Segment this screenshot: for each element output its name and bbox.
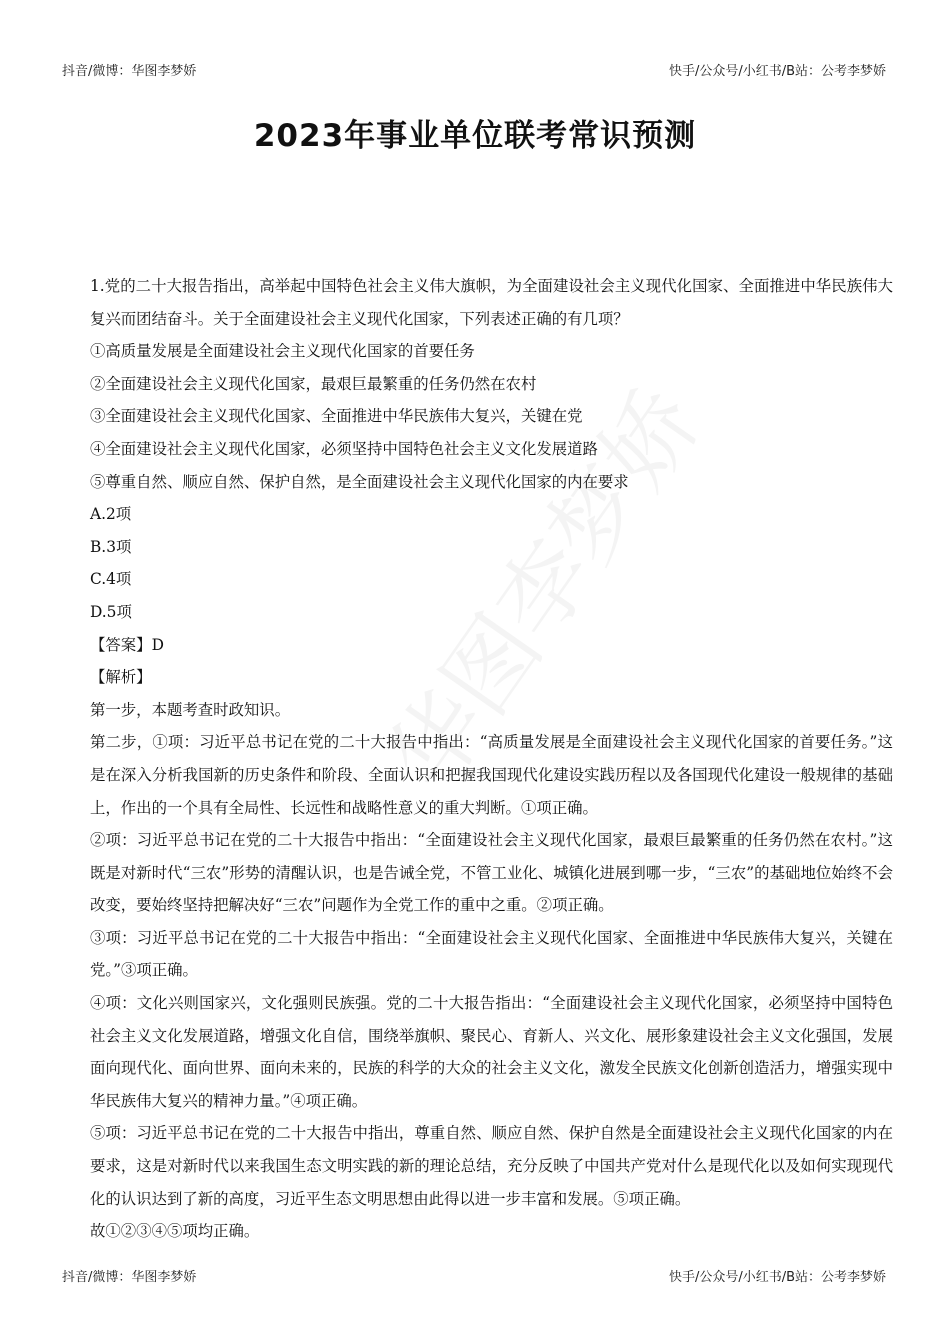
analysis-item-1: 第二步，①项：习近平总书记在党的二十大报告中指出：“高质量发展是全面建设社会主义现代化国家的首要任务。”这是在深入分析我国新的历史条件和阶段、全面认识和把握我国现代化建设实践历程以及各国现代化建设一般规律的基础上，作出的一个具有全局性、长远性和战略性意义的重大判断。①项正确。 [90,733,893,817]
statement-item-1: ①高质量发展是全面建设社会主义现代化国家的首要任务 [90,342,475,361]
footer-right-text: 快手/公众号/小红书/B站：公考李梦娇 [668,1270,886,1285]
option-b: B.3项 [90,537,132,556]
option-a: A.2项 [90,505,132,524]
header-right-text: 快手/公众号/小红书/B站：公考李梦娇 [668,64,886,79]
answer-line: 【答案】D [90,635,164,654]
header-left-text: 抖音/微博：华图李梦娇 [62,64,197,79]
analysis-item-3: ③项：习近平总书记在党的二十大报告中指出：“全面建设社会主义现代化国家、全面推进中华民族伟大复兴，关键在党。”③项正确。 [90,928,893,980]
option-d: D.5项 [90,602,132,621]
analysis-step-1: 第一步，本题考查时政知识。 [90,700,291,719]
analysis-item-4: ④项：文化兴则国家兴，文化强则民族强。党的二十大报告指出：“全面建设社会主义现代化国家，必须坚持中国特色社会主义文化发展道路，增强文化自信，围绕举旗帜、聚民心、育新人、兴文化、展形象建设社会主义文化强国，发展面向现代化、面向世界、面向未来的，民族的科学的大众的社会主义文化，激发全民族文化创新创造活力，增强实现中华民族伟大复兴的精神力量。”④项正确。 [90,994,893,1110]
page-title: 2023年事业单位联考常识预测 [253,118,697,154]
question-stem: 1.党的二十大报告指出，高举起中国特色社会主义伟大旗帜，为全面建设社会主义现代化国家、全面推进中华民族伟大复兴而团结奋斗。关于全面建设社会主义现代化国家，下列表述正确的有几项？ [90,277,893,328]
option-c: C.4项 [90,570,132,589]
statement-item-3: ③全面建设社会主义现代化国家、全面推进中华民族伟大复兴，关键在党 [90,407,583,426]
question-block [90,270,893,1248]
analysis-conclusion: 故①②③④⑤项均正确。 [90,1222,260,1241]
analysis-item-5: ⑤项：习近平总书记在党的二十大报告中指出，尊重自然、顺应自然、保护自然是全面建设社会主义现代化国家的内在要求，这是对新时代以来我国生态文明实践的新的理论总结，充分反映了中国共产党对什么是现代化以及如何实现现代化的认识达到了新的高度，习近平生态文明思想由此得以进一步丰富和发展。⑤项正确。 [90,1124,893,1208]
footer-left-text: 抖音/微博：华图李梦娇 [62,1270,197,1285]
analysis-item-2: ②项：习近平总书记在党的二十大报告中指出：“全面建设社会主义现代化国家，最艰巨最繁重的任务仍然在农村。”这既是对新时代“三农”形势的清醒认识，也是告诫全党，不管工业化、城镇化进展到哪一步，“三农”的基础地位始终不会改变，要始终坚持把解决好“三农”问题作为全党工作的重中之重。②项正确。 [90,831,893,915]
statement-item-2: ②全面建设社会主义现代化国家，最艰巨最繁重的任务仍然在农村 [90,374,537,393]
statement-item-5: ⑤尊重自然、顺应自然、保护自然，是全面建设社会主义现代化国家的内在要求 [90,472,629,491]
statement-item-4: ④全面建设社会主义现代化国家，必须坚持中国特色社会主义文化发展道路 [90,439,598,458]
analysis-label: 【解析】 [90,668,152,687]
